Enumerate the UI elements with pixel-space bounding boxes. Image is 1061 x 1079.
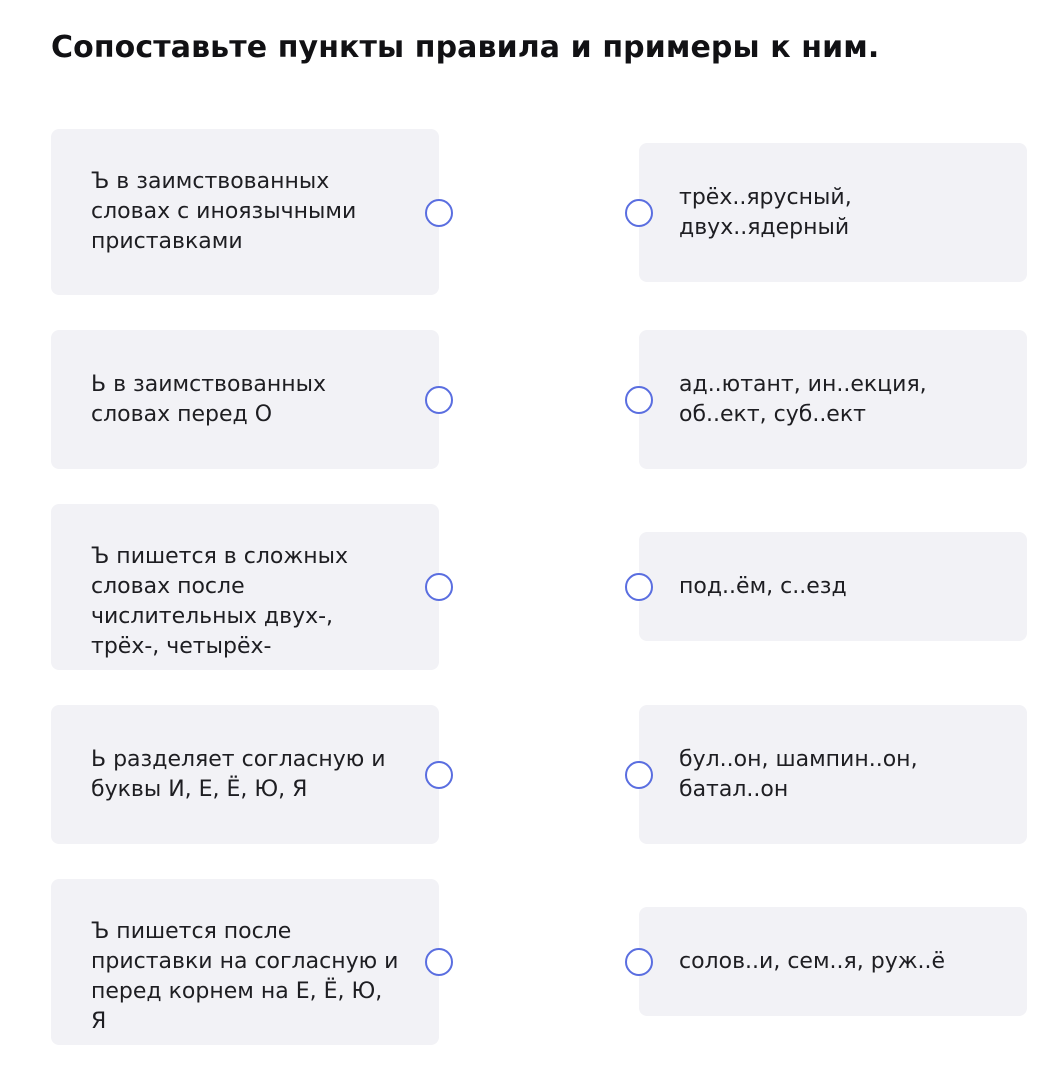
rule-item-4[interactable] [51, 705, 439, 844]
example-item-text: под..ём, с..езд [679, 573, 847, 599]
rule-2-connector-radio[interactable] [425, 386, 453, 414]
rule-4-connector-radio[interactable] [425, 761, 453, 789]
rule-item-text: Ъ пишется в сложных словах после числительных двух-, трёх-, четырёх- [91, 544, 348, 659]
example-item-3[interactable] [639, 532, 1027, 641]
rule-item-text: Ь в заимствованных словах перед О [91, 371, 327, 427]
example-item-1[interactable] [639, 143, 1027, 282]
example-item-2[interactable] [639, 330, 1027, 469]
rule-item-text: Ъ пишется после приставки на согласную и перед корнем на Е, Ё, Ю, Я [91, 919, 399, 1034]
rule-3-connector-radio[interactable] [425, 573, 453, 601]
rule-item-text: Ъ в заимствованных словах с иноязычными приставками [91, 169, 357, 254]
example-item-text: бул..он, шампин..он, батал..он [679, 746, 918, 802]
rule-item-3[interactable] [51, 504, 439, 670]
rule-item-2[interactable] [51, 330, 439, 469]
example-item-4[interactable] [639, 705, 1027, 844]
rule-item-5[interactable] [51, 879, 439, 1045]
example-item-5[interactable] [639, 907, 1027, 1016]
example-3-connector-radio[interactable] [625, 573, 653, 601]
example-5-connector-radio[interactable] [625, 948, 653, 976]
rule-item-text: Ь разделяет согласную и буквы И, Е, Ё, Ю, Я [91, 746, 386, 802]
example-2-connector-radio[interactable] [625, 386, 653, 414]
rule-5-connector-radio[interactable] [425, 948, 453, 976]
example-item-text: солов..и, сем..я, руж..ё [679, 948, 946, 974]
example-4-connector-radio[interactable] [625, 761, 653, 789]
rule-1-connector-radio[interactable] [425, 199, 453, 227]
example-1-connector-radio[interactable] [625, 199, 653, 227]
page-title: Сопоставьте пункты правила и примеры к ним. [51, 30, 880, 65]
example-item-text: трёх..ярусный, двух..ядерный [679, 184, 852, 240]
rule-item-1[interactable] [51, 129, 439, 295]
example-item-text: ад..ютант, ин..екция, об..ект, суб..ект [679, 371, 927, 427]
